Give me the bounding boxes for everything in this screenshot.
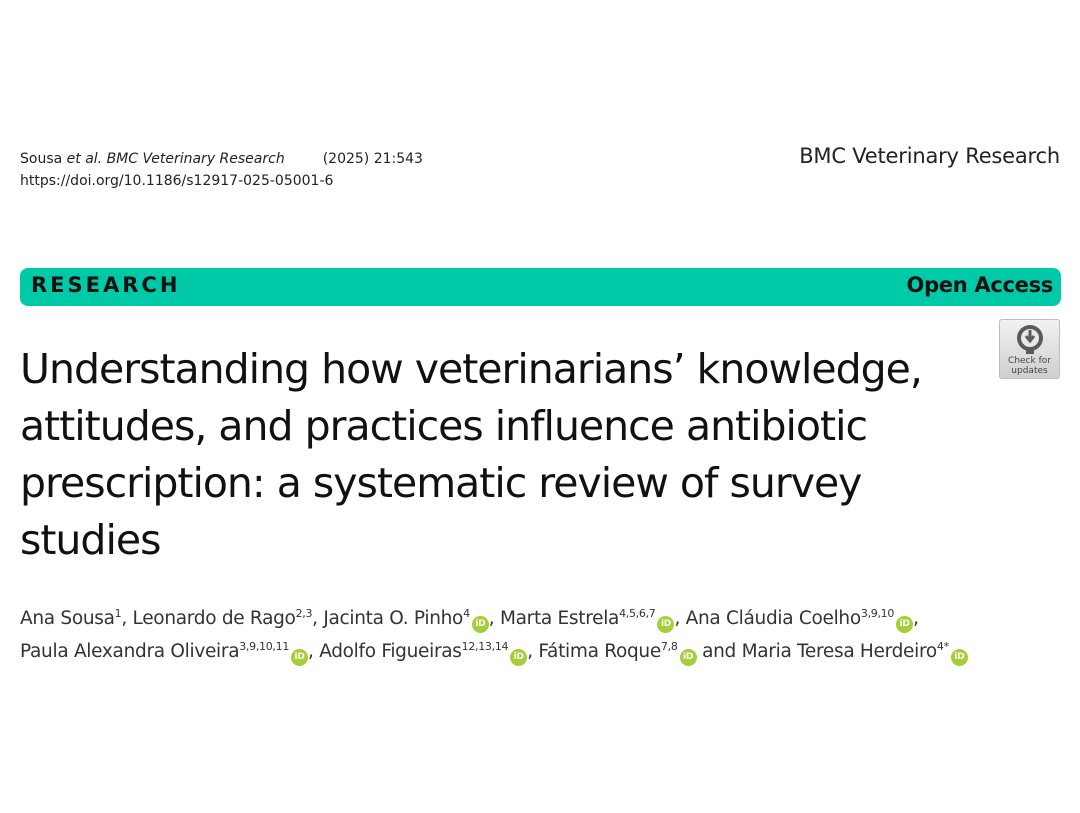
orcid-icon[interactable]: iD: [951, 649, 968, 666]
author-affiliation: 3,9,10,11: [239, 640, 290, 653]
author-name[interactable]: Ana Sousa: [20, 608, 115, 629]
check-for-updates-button[interactable]: [999, 319, 1060, 379]
citation-journal: et al. BMC Veterinary Research: [66, 151, 285, 167]
citation-block: [20, 148, 423, 192]
journal-name: BMC Veterinary Research: [799, 144, 1060, 168]
author-name[interactable]: Paula Alexandra Oliveira: [20, 641, 240, 662]
author-name[interactable]: Maria Teresa Herdeiro: [741, 641, 937, 662]
orcid-icon[interactable]: iD: [291, 649, 308, 666]
article-type-banner: [20, 268, 1061, 306]
author-affiliation: 4: [463, 607, 470, 620]
author-name[interactable]: Jacinta O. Pinho: [323, 608, 464, 629]
author-entry: [133, 608, 324, 629]
author-separator: ,: [308, 641, 320, 662]
author-separator: ,: [121, 608, 133, 629]
orcid-icon[interactable]: iD: [472, 616, 489, 633]
author-name[interactable]: Ana Cláudia Coelho: [685, 608, 861, 629]
author-separator: ,: [488, 608, 500, 629]
doi-link[interactable]: https://doi.org/10.1186/s12917-025-05001-6: [20, 173, 334, 189]
author-affiliation: 3,9,10: [860, 607, 895, 620]
author-separator: ,: [527, 641, 539, 662]
author-affiliation: 12,13,14: [461, 640, 509, 653]
author-entry: [20, 608, 133, 629]
article-title: Understanding how veterinarians’ knowledge, attitudes, and practices influence antibiotic prescription: a systematic review of survey studies: [20, 345, 922, 564]
citation-line: [20, 148, 423, 170]
citation-authors: Sousa: [20, 151, 67, 167]
author-entry: [319, 641, 538, 662]
author-affiliation: 2,3: [295, 607, 313, 620]
author-entry: [20, 641, 319, 662]
author-entry: [323, 608, 500, 629]
author-name[interactable]: Adolfo Figueiras: [319, 641, 462, 662]
article-type-label: RESEARCH: [31, 273, 181, 297]
author-separator: ,: [913, 608, 919, 629]
orcid-icon[interactable]: iD: [680, 649, 697, 666]
citation-year: (2025) 21:543: [322, 151, 423, 167]
author-entry: [742, 641, 968, 662]
author-separator: and: [696, 641, 742, 662]
author-entry: [500, 608, 686, 629]
author-list: [20, 602, 1060, 668]
author-separator: ,: [312, 608, 324, 629]
author-name[interactable]: Leonardo de Rago: [132, 608, 296, 629]
author-name[interactable]: Marta Estrela: [499, 608, 620, 629]
check-for-updates-label: Check for updates: [1008, 356, 1051, 376]
author-entry: [538, 641, 741, 662]
orcid-icon[interactable]: iD: [657, 616, 674, 633]
author-affiliation: 7,8: [660, 640, 678, 653]
orcid-icon[interactable]: iD: [896, 616, 913, 633]
author-affiliation: 4*: [936, 640, 949, 653]
orcid-icon[interactable]: iD: [510, 649, 527, 666]
author-entry: [686, 608, 919, 629]
check-for-updates-icon: [1015, 323, 1045, 355]
author-name[interactable]: Fátima Roque: [538, 641, 661, 662]
open-access-label: Open Access: [906, 273, 1053, 297]
author-separator: ,: [674, 608, 686, 629]
author-affiliation: 1: [114, 607, 122, 620]
author-affiliation: 4,5,6,7: [619, 607, 656, 620]
